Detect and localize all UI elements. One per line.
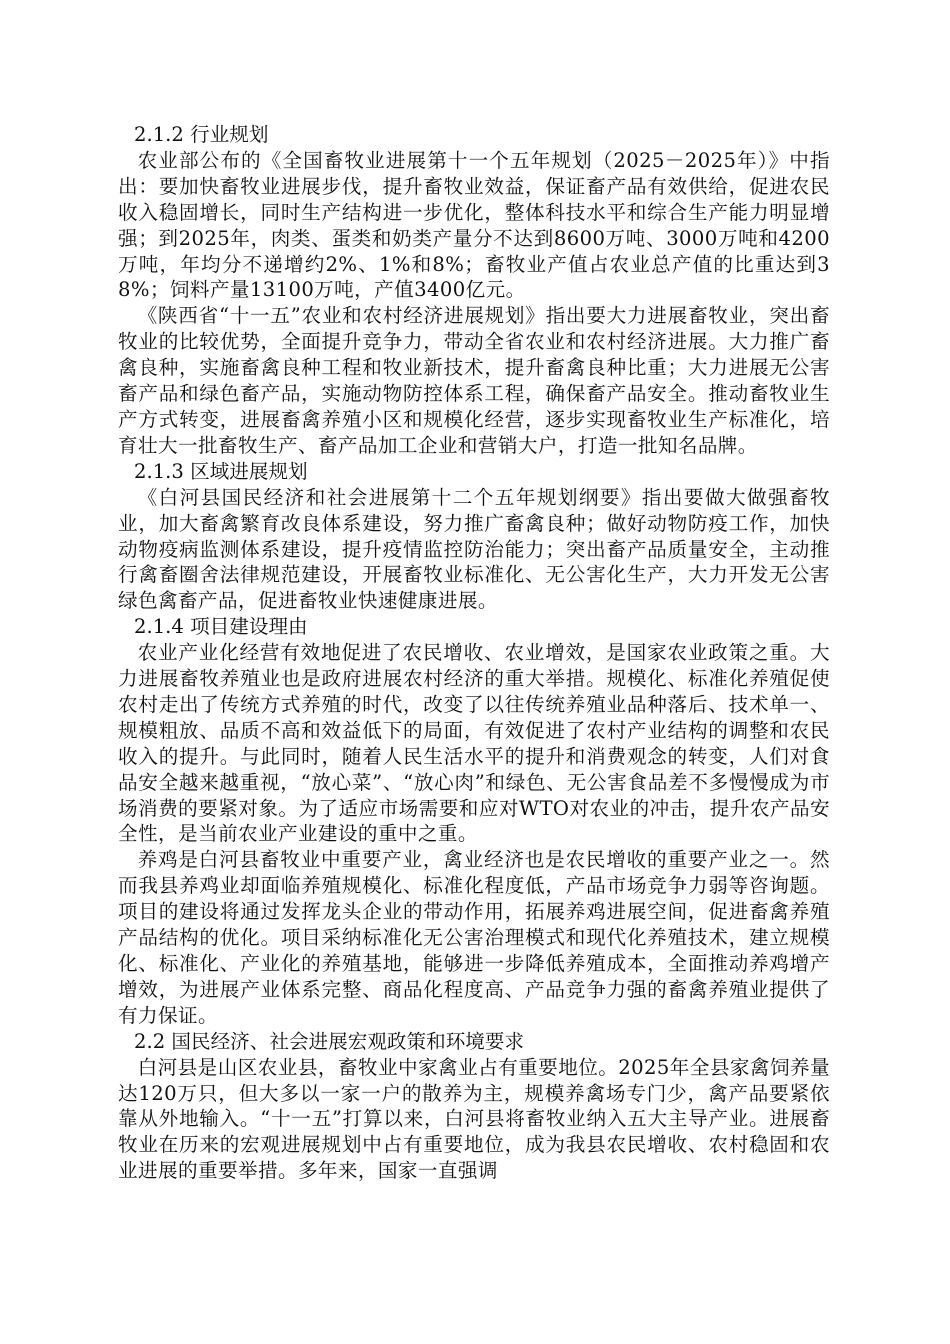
paragraph-industry-plan-shaanxi: 《陕西省“十一五”农业和农村经济进展规划》指出要大力进展畜牧业，突出畜牧业的比较优势，全面提升竞争力，带动全省农业和农村经济进展。大力推广畜禽良种，实施畜禽良种工程和牧业新技术，提升畜禽良种比重；大力进展无公害畜产品和绿色畜产品，实施动物防控体系工程，确保畜产品安全。推动畜牧业生产方式转变，进展畜禽养殖小区和规模化经营，逐步实现畜牧业生产标准化，培育壮大一批畜牧生产、畜产品加工企业和营销大户，打造一批知名品牌。 [118, 304, 830, 457]
paragraph-regional-plan: 《白河县国民经济和社会进展第十二个五年规划纲要》指出要做大做强畜牧业，加大畜禽繁育改良体系建设，努力推广畜禽良种；做好动物防疫工作，加快动物疫病监测体系建设，提升疫情监控防治能力；突出畜产品质量安全，主动推行禽畜圈舍法律规范建设，开展畜牧业标准化、无公害化生产，大力开发无公害绿色禽畜产品，促进畜牧业快速健康进展。 [118, 485, 830, 613]
document-body [118, 122, 830, 1184]
paragraph-industry-plan-national: 农业部公布的《全国畜牧业进展第十一个五年规划（2025－2025年）》中指出：要加快畜牧业进展步伐，提升畜牧业效益，保证畜产品有效供给，促进农民收入稳固增长，同时生产结构进一步优化，整体科技水平和综合生产能力明显增强；到2025年，肉类、蛋类和奶类产量分不达到8600万吨、3000万吨和4200万吨，年均分不递增约2%、1%和8%；畜牧业产值占农业总产值的比重达到38%；饲料产量13100万吨，产值3400亿元。 [118, 148, 830, 302]
section-heading-2-1-3: 2.1.3 区域进展规划 [134, 459, 308, 483]
section-heading-2-1-4: 2.1.4 项目建设理由 [134, 615, 308, 639]
section-heading-2-2: 2.2 国民经济、社会进展宏观政策和环境要求 [134, 1029, 525, 1053]
paragraph-baihe-county: 白河县是山区农业县，畜牧业中家禽业占有重要地位。2025年全县家禽饲养量达120万只，但大多以一家一户的散养为主，规模养禽场专门少，禽产品要紧依靠从外地输入。“十一五”打算以来，白河县将畜牧业纳入五大主导产业。进展畜牧业在历来的宏观进展规划中占有重要地位，成为我县农民增收、农村稳固和农业进展的重要举措。多年来，国家一直强调 [118, 1055, 830, 1183]
section-heading-2-1-2: 2.1.2 行业规划 [134, 123, 269, 146]
paragraph-chicken-industry: 养鸡是白河县畜牧业中重要产业，禽业经济也是农民增收的重要产业之一。然而我县养鸡业却面临养殖规模化、标准化程度低，产品市场竞争力弱等咨询题。项目的建设将通过发挥龙头企业的带动作用，拓展养鸡进展空间，促进畜禽养殖产品结构的优化。项目采纳标准化无公害治理模式和现代化养殖技术，建立规模化、标准化、产业化的养殖基地，能够进一步降低养殖成本，全面推动养鸡增产增效，为进展产业体系完整、商品化程度高、产品竞争力强的畜禽养殖业提供了有力保证。 [118, 848, 830, 1027]
paragraph-project-reason: 农业产业化经营有效地促进了农民增收、农业增效，是国家农业政策之重。大力进展畜牧养殖业也是政府进展农村经济的重大举措。规模化、标准化养殖促使农村走出了传统方式养殖的时代，改变了以往传统养殖业品种落后、技术单一、规模粗放、品质不高和效益低下的局面，有效促进了农村产业结构的调整和农民收入的提升。与此同时，随着人民生活水平的提升和消费观念的转变，人们对食品安全越来越重视，“放心菜”、“放心肉”和绿色、无公害食品差不多慢慢成为市场消费的要紧对象。为了适应市场需要和应对WTO对农业的冲击，提升农产品安全性，是当前农业产业建设的重中之重。 [118, 641, 830, 846]
